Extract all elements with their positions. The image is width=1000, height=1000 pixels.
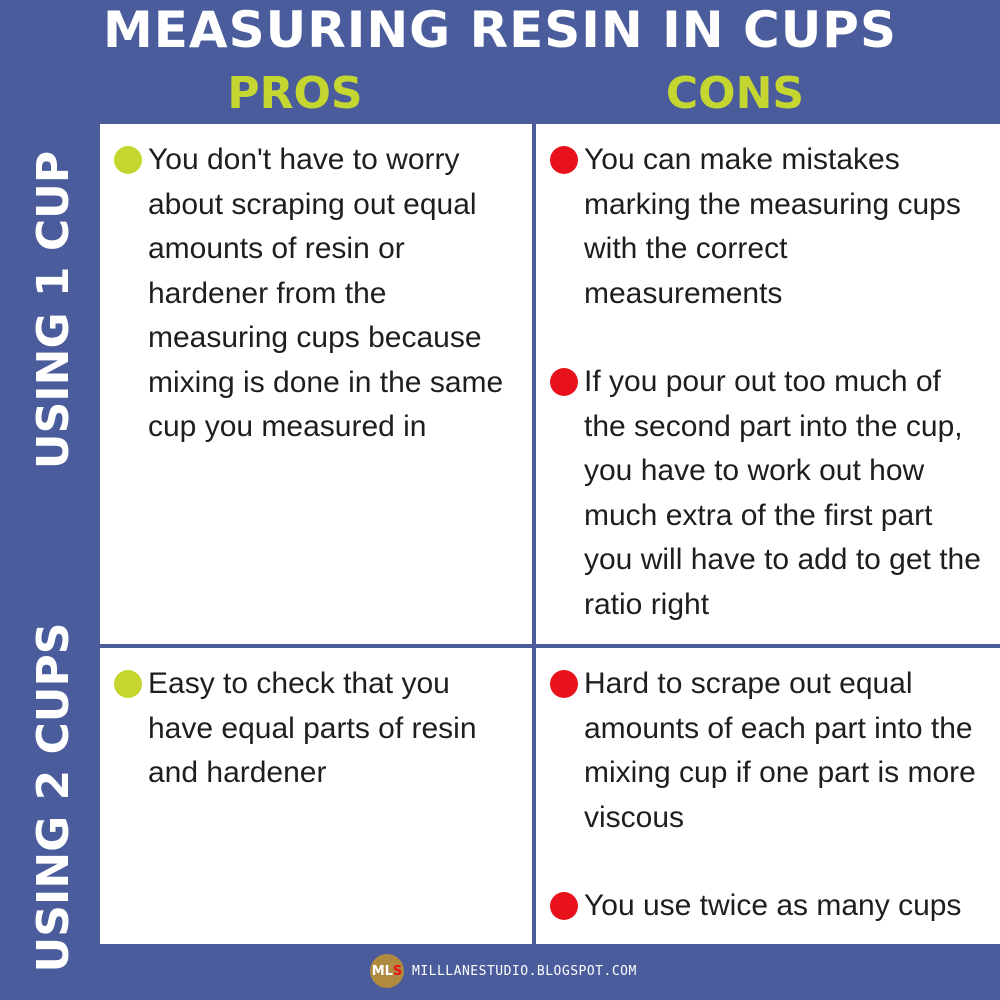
green-bullet-icon [114,146,142,174]
cell-2-cups-pros [100,648,532,944]
footer [370,952,637,990]
list-item [550,884,986,929]
mls-logo-icon: ML S [370,954,404,988]
using-1-cup-row-heading: USING 1 CUP [28,150,79,470]
green-bullet-icon [114,670,142,698]
using-2-cups-row-heading: USING 2 CUPS [28,622,79,973]
pros-cons-grid [98,122,1000,946]
red-bullet-icon [550,670,578,698]
item-text: If you pour out too much of the second part into the cup, you have to work out how much extra of the first part you will have to add to get the ratio right [584,365,981,621]
red-bullet-icon [550,892,578,920]
list-item [550,138,986,316]
red-bullet-icon [550,368,578,396]
item-text: You don't have to worry about scraping out equal amounts of resin or hardener from the measuring cups because mixing is done in the same cup you measured in [148,143,504,443]
list-item [550,360,986,627]
cell-2-cups-cons [536,648,1000,944]
red-bullet-icon [550,146,578,174]
item-text: You can make mistakes marking the measuring cups with the correct measurements [584,143,961,310]
cons-column-heading: CONS [665,68,805,119]
infographic-title: MEASURING RESIN IN CUPS [103,1,897,59]
item-text: Easy to check that you have equal parts of resin and hardener [148,667,477,789]
list-item [114,662,518,796]
pros-column-heading: PROS [227,68,363,119]
site-url: MILLLANESTUDIO.BLOGSPOT.COM [412,963,637,979]
cell-1-cup-cons [536,124,1000,644]
item-text: You use twice as many cups [584,889,962,922]
item-text: Hard to scrape out equal amounts of each part into the mixing cup if one part is more viscous [584,667,976,834]
list-item [114,138,518,450]
list-item [550,662,986,840]
cell-1-cup-pros [100,124,532,644]
